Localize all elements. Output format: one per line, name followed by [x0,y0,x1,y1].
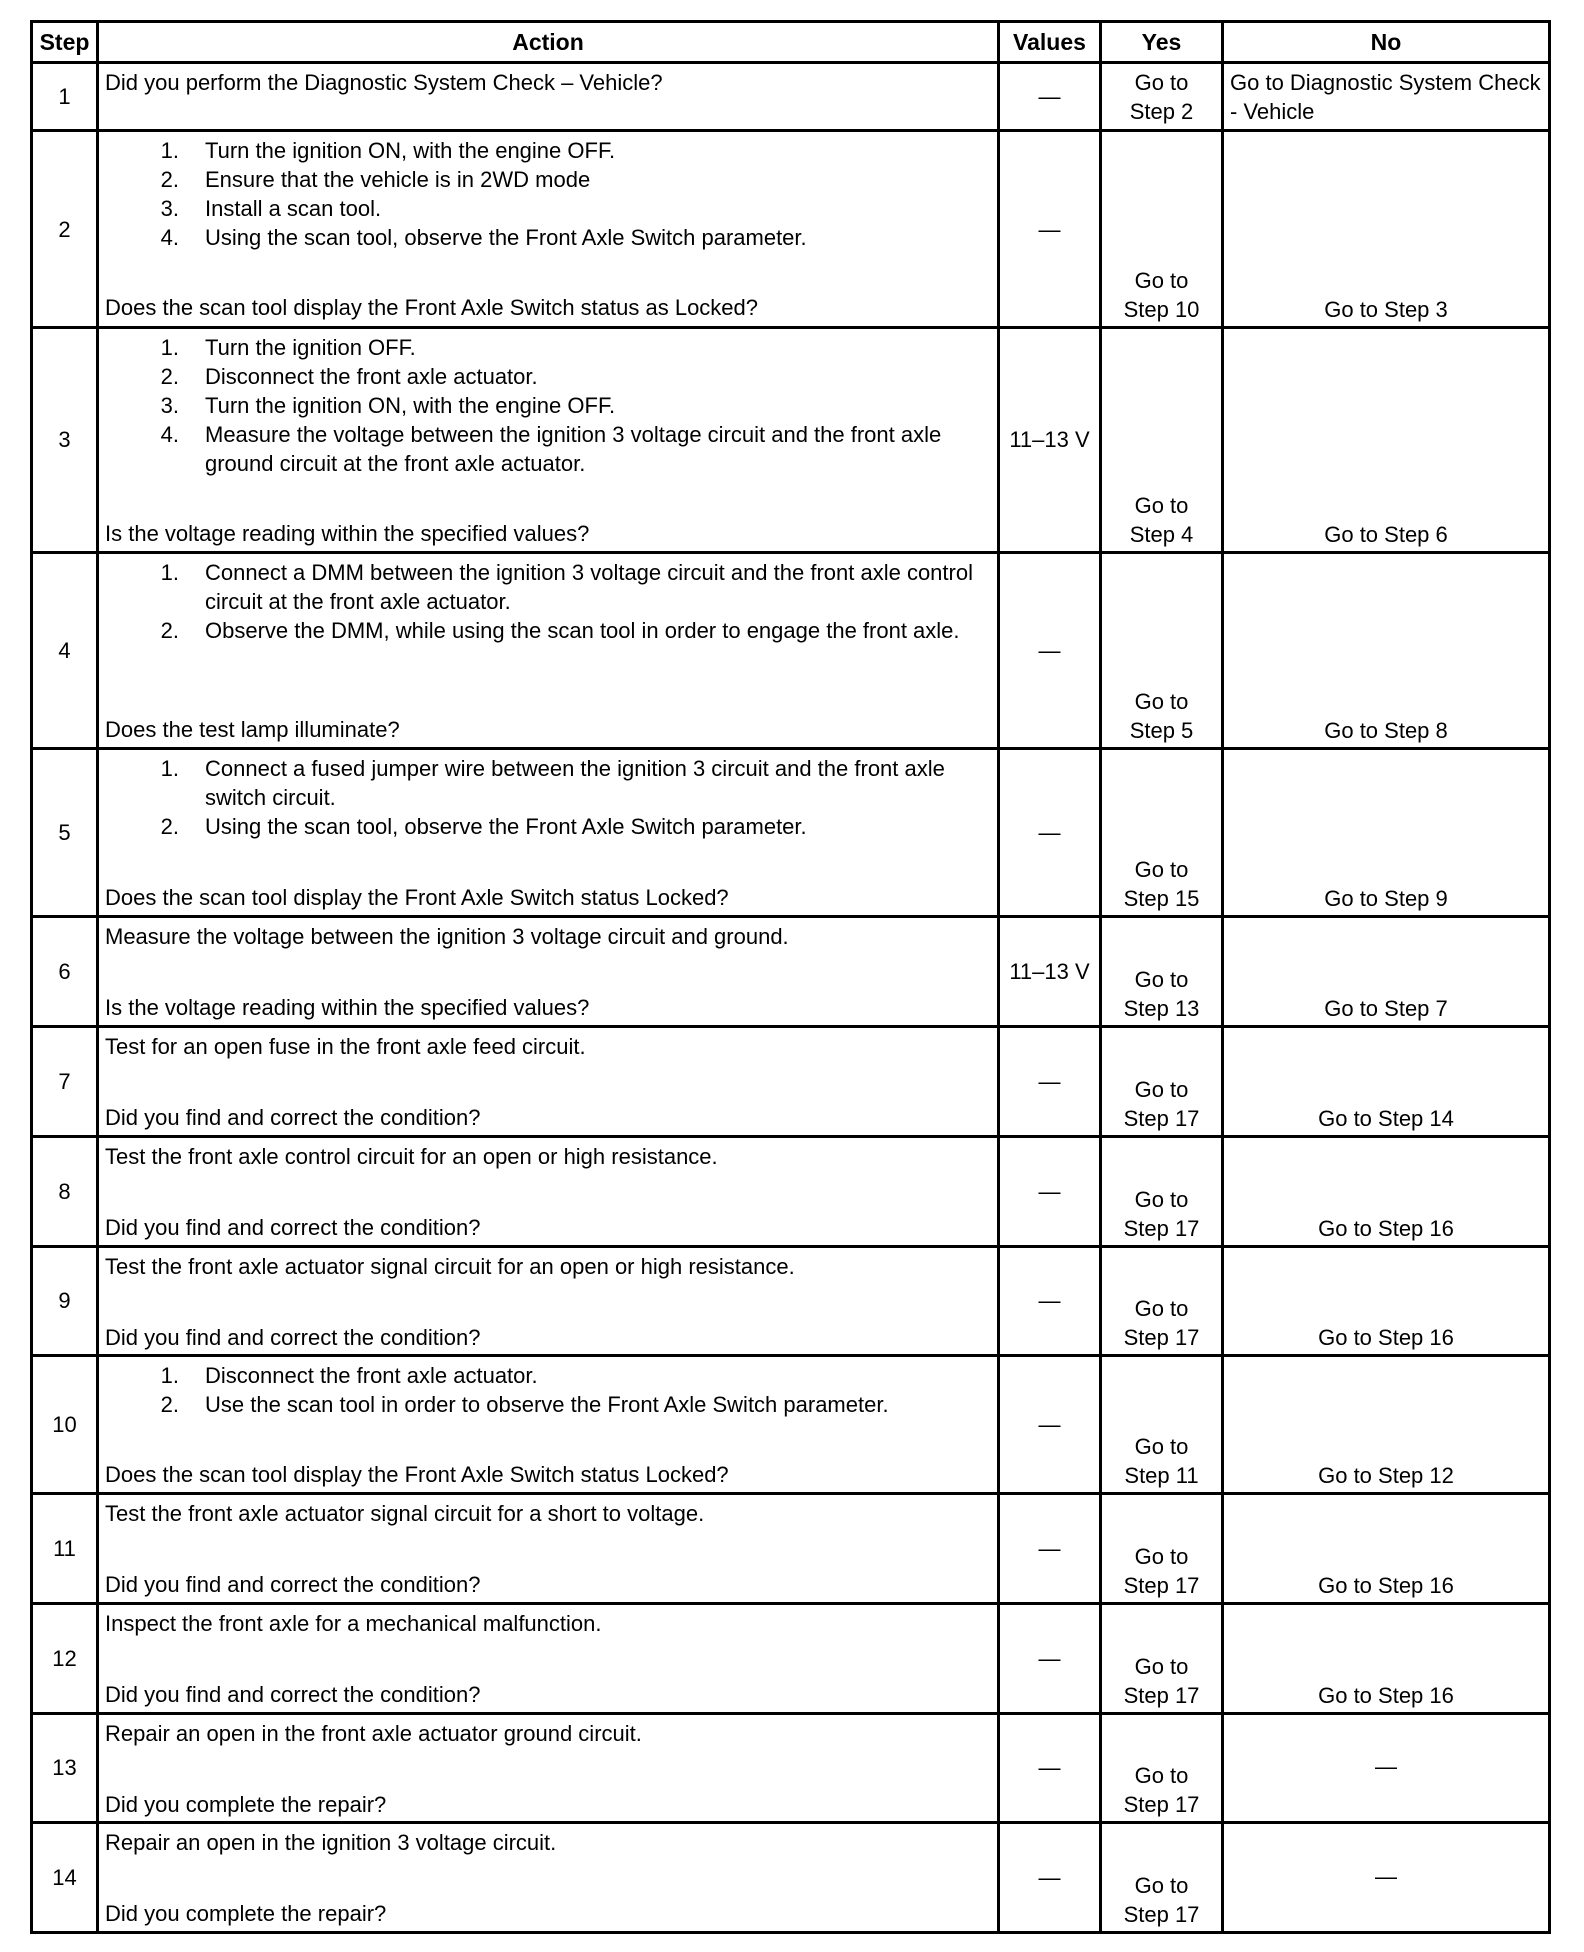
values-cell: — [999,1494,1101,1604]
values-cell: — [999,553,1101,749]
action-question: Does the scan tool display the Front Axle Switch status Locked? [105,885,729,911]
table-row [32,1494,1550,1604]
list-item-number: 1. [160,756,179,782]
list-item-text: Turn the ignition ON, with the engine OFF. [205,392,616,418]
list-item-text: Ensure that the vehicle is in 2WD mode [205,167,591,193]
action-instruction: Inspect the front axle for a mechanical malfunction. [105,1610,602,1636]
list-item-text: Using the scan tool, observe the Front Axle Switch parameter. [205,814,807,840]
table-row [32,1136,1550,1246]
table-row [32,1356,1550,1494]
step-number: 6 [32,917,98,1027]
table-row [32,553,1550,749]
yes-cell: Go to Step 2 [1101,63,1223,131]
action-instruction: Test the front axle actuator signal circuit for a short to voltage. [105,1501,705,1527]
action-cell [98,553,999,749]
action-cell [98,1246,999,1356]
header-step: Step [32,22,98,63]
values-cell: 11–13 V [999,917,1101,1027]
list-item-number: 4. [160,421,179,447]
list-item-text: Turn the ignition OFF. [205,334,416,360]
values-cell: 11–13 V [999,327,1101,552]
action-question: Did you find and correct the condition? [105,1324,481,1350]
values-cell: — [999,1356,1101,1494]
action-question: Is the voltage reading within the specified values? [105,995,590,1021]
list-item-text: Connect a DMM between the ignition 3 voltage circuit and the front axle control circuit at the front axle actuator. [205,560,973,615]
list-item-text: Disconnect the front axle actuator. [205,1363,538,1389]
step-number: 7 [32,1027,98,1137]
list-item-number: 2. [160,1392,179,1418]
action-instruction: Test the front axle actuator signal circuit for an open or high resistance. [105,1253,795,1279]
list-item [105,391,991,420]
table-row [32,131,1550,327]
action-cell [98,327,999,552]
list-item [105,165,991,194]
list-item-text: Disconnect the front axle actuator. [205,363,538,389]
list-item-text: Using the scan tool, observe the Front Axle Switch parameter. [205,225,807,251]
no-cell: Go to Step 9 [1223,749,1550,917]
action-steps-list [105,558,991,645]
no-cell: — [1223,1823,1550,1933]
step-number: 8 [32,1136,98,1246]
no-cell: Go to Diagnostic System Check - Vehicle [1223,63,1550,131]
list-item [105,136,991,165]
action-question: Did you find and correct the condition? [105,1105,481,1131]
action-cell [98,749,999,917]
action-cell [98,63,999,131]
header-values: Values [999,22,1101,63]
table-row [32,917,1550,1027]
action-cell [98,1136,999,1246]
header-yes: Yes [1101,22,1223,63]
action-cell [98,917,999,1027]
action-cell [98,1713,999,1823]
action-instruction: Repair an open in the ignition 3 voltage circuit. [105,1830,557,1856]
action-cell [98,1603,999,1713]
no-cell: Go to Step 16 [1223,1136,1550,1246]
action-cell [98,131,999,327]
values-cell: — [999,749,1101,917]
list-item-number: 2. [160,363,179,389]
no-cell: Go to Step 16 [1223,1603,1550,1713]
list-item-text: Measure the voltage between the ignition 3 voltage circuit and the front axle ground circuit at the front axle actuator. [205,421,942,476]
list-item-number: 1. [160,1363,179,1389]
table-row [32,1027,1550,1137]
header-action: Action [98,22,999,63]
step-number: 12 [32,1603,98,1713]
yes-cell: Go to Step 17 [1101,1027,1223,1137]
list-item-number: 3. [160,392,179,418]
no-cell: Go to Step 8 [1223,553,1550,749]
table-row [32,1713,1550,1823]
action-cell [98,1494,999,1604]
table-row [32,1603,1550,1713]
list-item [105,420,991,478]
list-item-text: Observe the DMM, while using the scan tool in order to engage the front axle. [205,618,960,644]
list-item-number: 1. [160,334,179,360]
step-number: 9 [32,1246,98,1356]
values-cell: — [999,1136,1101,1246]
list-item-number: 2. [160,167,179,193]
values-cell: — [999,131,1101,327]
action-question: Did you find and correct the condition? [105,1681,481,1707]
no-cell: Go to Step 3 [1223,131,1550,327]
list-item [105,1390,991,1419]
list-item [105,812,991,841]
list-item-number: 1. [160,138,179,164]
table-row [32,327,1550,552]
list-item-number: 1. [160,560,179,586]
list-item-text: Use the scan tool in order to observe the Front Axle Switch parameter. [205,1392,889,1418]
action-question: Did you find and correct the condition? [105,1214,481,1240]
no-cell: Go to Step 7 [1223,917,1550,1027]
yes-cell: Go to Step 17 [1101,1713,1223,1823]
values-cell: — [999,1246,1101,1356]
action-instruction: Measure the voltage between the ignition 3 voltage circuit and ground. [105,924,789,950]
list-item-number: 3. [160,196,179,222]
action-question: Did you complete the repair? [105,1901,387,1927]
list-item [105,558,991,616]
step-number: 13 [32,1713,98,1823]
values-cell: — [999,63,1101,131]
action-cell [98,1823,999,1933]
yes-cell: Go to Step 11 [1101,1356,1223,1494]
diagnostic-table [30,20,1551,1934]
step-number: 14 [32,1823,98,1933]
action-question: Does the scan tool display the Front Axle Switch status as Locked? [105,295,759,321]
yes-cell: Go to Step 17 [1101,1494,1223,1604]
no-cell: Go to Step 14 [1223,1027,1550,1137]
action-steps-list [105,1361,991,1419]
step-number: 2 [32,131,98,327]
values-cell: — [999,1823,1101,1933]
yes-cell: Go to Step 17 [1101,1603,1223,1713]
table-row [32,1246,1550,1356]
list-item-text: Turn the ignition ON, with the engine OFF. [205,138,616,164]
action-instruction: Did you perform the Diagnostic System Check – Vehicle? [105,70,663,95]
action-question: Did you find and correct the condition? [105,1572,481,1598]
yes-cell: Go to Step 15 [1101,749,1223,917]
step-number: 1 [32,63,98,131]
no-cell: Go to Step 16 [1223,1246,1550,1356]
table-row [32,749,1550,917]
values-cell: — [999,1713,1101,1823]
list-item-number: 2. [160,618,179,644]
step-number: 4 [32,553,98,749]
header-no: No [1223,22,1550,63]
yes-cell: Go to Step 5 [1101,553,1223,749]
action-question: Is the voltage reading within the specified values? [105,520,590,546]
values-cell: — [999,1603,1101,1713]
list-item-text: Install a scan tool. [205,196,382,222]
list-item [105,754,991,812]
list-item-number: 2. [160,814,179,840]
list-item [105,194,991,223]
list-item-text: Connect a fused jumper wire between the ignition 3 circuit and the front axle switch circuit. [205,756,945,811]
action-cell [98,1356,999,1494]
step-number: 5 [32,749,98,917]
step-number: 3 [32,327,98,552]
yes-cell: Go to Step 4 [1101,327,1223,552]
action-steps-list [105,333,991,478]
action-instruction: Repair an open in the front axle actuator ground circuit. [105,1720,642,1746]
action-question: Does the scan tool display the Front Axle Switch status Locked? [105,1462,729,1488]
table-row [32,63,1550,131]
yes-cell: Go to Step 17 [1101,1136,1223,1246]
no-cell: — [1223,1713,1550,1823]
list-item [105,362,991,391]
list-item [105,333,991,362]
action-instruction: Test for an open fuse in the front axle feed circuit. [105,1034,586,1060]
no-cell: Go to Step 16 [1223,1494,1550,1604]
no-cell: Go to Step 12 [1223,1356,1550,1494]
list-item [105,1361,991,1390]
yes-cell: Go to Step 17 [1101,1246,1223,1356]
list-item [105,223,991,252]
action-question: Did you complete the repair? [105,1791,387,1817]
values-cell: — [999,1027,1101,1137]
yes-cell: Go to Step 17 [1101,1823,1223,1933]
action-steps-list [105,136,991,252]
action-steps-list [105,754,991,841]
header-row [32,22,1550,63]
step-number: 11 [32,1494,98,1604]
step-number: 10 [32,1356,98,1494]
action-instruction: Test the front axle control circuit for an open or high resistance. [105,1143,718,1169]
table-row [32,1823,1550,1933]
action-question: Does the test lamp illuminate? [105,717,400,743]
no-cell: Go to Step 6 [1223,327,1550,552]
action-cell [98,1027,999,1137]
list-item [105,616,991,645]
list-item-number: 4. [160,225,179,251]
yes-cell: Go to Step 10 [1101,131,1223,327]
yes-cell: Go to Step 13 [1101,917,1223,1027]
